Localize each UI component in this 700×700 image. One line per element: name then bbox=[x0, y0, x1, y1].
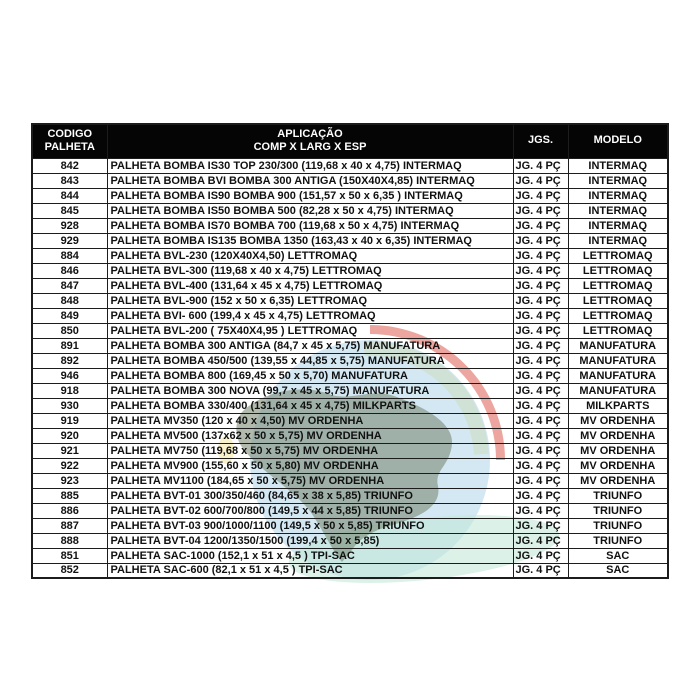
table-row bbox=[32, 293, 668, 308]
cell-modelo: LETTROMAQ bbox=[568, 278, 668, 293]
header-codigo-palheta bbox=[32, 124, 107, 158]
table-row bbox=[32, 548, 668, 563]
cell-aplicacao: PALHETA BOMBA 800 (169,45 x 50 x 5,70) MANUFATURA bbox=[107, 368, 513, 383]
cell-modelo: INTERMAQ bbox=[568, 233, 668, 248]
header-aplicacao-line2: COMP X LARG X ESP bbox=[253, 141, 367, 154]
cell-codigo: 848 bbox=[32, 293, 107, 308]
table-row bbox=[32, 338, 668, 353]
cell-modelo: MANUFATURA bbox=[568, 383, 668, 398]
cell-modelo: LETTROMAQ bbox=[568, 263, 668, 278]
cell-codigo: 885 bbox=[32, 488, 107, 503]
cell-jgs: JG. 4 PÇ bbox=[513, 548, 568, 563]
cell-modelo: MV ORDENHA bbox=[568, 458, 668, 473]
cell-codigo: 849 bbox=[32, 308, 107, 323]
cell-aplicacao: PALHETA BVL-400 (131,64 x 45 x 4,75) LETTROMAQ bbox=[107, 278, 513, 293]
table-row bbox=[32, 173, 668, 188]
table-row bbox=[32, 233, 668, 248]
cell-modelo: MV ORDENHA bbox=[568, 413, 668, 428]
table-row bbox=[32, 248, 668, 263]
cell-jgs: JG. 4 PÇ bbox=[513, 518, 568, 533]
cell-aplicacao: PALHETA MV350 (120 x 40 x 4,50) MV ORDENHA bbox=[107, 413, 513, 428]
cell-codigo: 842 bbox=[32, 158, 107, 173]
cell-jgs: JG. 4 PÇ bbox=[513, 338, 568, 353]
cell-codigo: 850 bbox=[32, 323, 107, 338]
table-row bbox=[32, 323, 668, 338]
cell-modelo: TRIUNFO bbox=[568, 518, 668, 533]
table-row bbox=[32, 353, 668, 368]
cell-modelo: MILKPARTS bbox=[568, 398, 668, 413]
cell-codigo: 922 bbox=[32, 458, 107, 473]
table-row bbox=[32, 158, 668, 173]
cell-aplicacao: PALHETA BVT-01 300/350/460 (84,65 x 38 x 5,85) TRIUNFO bbox=[107, 488, 513, 503]
cell-modelo: MV ORDENHA bbox=[568, 428, 668, 443]
cell-modelo: INTERMAQ bbox=[568, 218, 668, 233]
cell-codigo: 929 bbox=[32, 233, 107, 248]
cell-aplicacao: PALHETA BVL-230 (120X40X4,50) LETTROMAQ bbox=[107, 248, 513, 263]
cell-jgs: JG. 4 PÇ bbox=[513, 383, 568, 398]
cell-modelo: MV ORDENHA bbox=[568, 473, 668, 488]
cell-aplicacao: PALHETA SAC-600 (82,1 x 51 x 4,5 ) TPI-SAC bbox=[107, 563, 513, 578]
cell-aplicacao: PALHETA BVL-200 ( 75X40X4,95 ) LETTROMAQ bbox=[107, 323, 513, 338]
cell-aplicacao: PALHETA BOMBA 300 ANTIGA (84,7 x 45 x 5,75) MANUFATURA bbox=[107, 338, 513, 353]
cell-modelo: LETTROMAQ bbox=[568, 323, 668, 338]
cell-aplicacao: PALHETA MV750 (119,68 x 50 x 5,75) MV ORDENHA bbox=[107, 443, 513, 458]
cell-codigo: 928 bbox=[32, 218, 107, 233]
cell-aplicacao: PALHETA BVL-300 (119,68 x 40 x 4,75) LETTROMAQ bbox=[107, 263, 513, 278]
cell-codigo: 946 bbox=[32, 368, 107, 383]
table-row bbox=[32, 398, 668, 413]
header-row bbox=[32, 124, 668, 158]
cell-codigo: 884 bbox=[32, 248, 107, 263]
cell-codigo: 918 bbox=[32, 383, 107, 398]
table-row bbox=[32, 278, 668, 293]
table-row bbox=[32, 503, 668, 518]
cell-jgs: JG. 4 PÇ bbox=[513, 473, 568, 488]
cell-modelo: TRIUNFO bbox=[568, 533, 668, 548]
cell-codigo: 923 bbox=[32, 473, 107, 488]
cell-jgs: JG. 4 PÇ bbox=[513, 413, 568, 428]
cell-aplicacao: PALHETA SAC-1000 (152,1 x 51 x 4,5 ) TPI-SAC bbox=[107, 548, 513, 563]
header-modelo: MODELO bbox=[568, 124, 668, 158]
table-row bbox=[32, 563, 668, 578]
table-row bbox=[32, 488, 668, 503]
cell-codigo: 845 bbox=[32, 203, 107, 218]
table-header bbox=[32, 124, 668, 158]
cell-modelo: TRIUNFO bbox=[568, 488, 668, 503]
cell-jgs: JG. 4 PÇ bbox=[513, 203, 568, 218]
cell-modelo: INTERMAQ bbox=[568, 188, 668, 203]
cell-codigo: 844 bbox=[32, 188, 107, 203]
cell-modelo: INTERMAQ bbox=[568, 158, 668, 173]
cell-jgs: JG. 4 PÇ bbox=[513, 278, 568, 293]
cell-aplicacao: PALHETA BOMBA IS135 BOMBA 1350 (163,43 x 40 x 6,35) INTERMAQ bbox=[107, 233, 513, 248]
cell-codigo: 888 bbox=[32, 533, 107, 548]
cell-codigo: 851 bbox=[32, 548, 107, 563]
cell-codigo: 852 bbox=[32, 563, 107, 578]
cell-modelo: INTERMAQ bbox=[568, 203, 668, 218]
cell-codigo: 919 bbox=[32, 413, 107, 428]
cell-aplicacao: PALHETA BOMBA 330/400 (131,64 x 45 x 4,75) MILKPARTS bbox=[107, 398, 513, 413]
cell-jgs: JG. 4 PÇ bbox=[513, 503, 568, 518]
cell-aplicacao: PALHETA BOMBA 450/500 (139,55 x 44,85 x 5,75) MANUFATURA bbox=[107, 353, 513, 368]
cell-aplicacao: PALHETA MV500 (137x62 x 50 x 5,75) MV ORDENHA bbox=[107, 428, 513, 443]
cell-modelo: MANUFATURA bbox=[568, 368, 668, 383]
table-row bbox=[32, 203, 668, 218]
cell-codigo: 847 bbox=[32, 278, 107, 293]
cell-aplicacao: PALHETA BOMBA IS30 TOP 230/300 (119,68 x 40 x 4,75) INTERMAQ bbox=[107, 158, 513, 173]
cell-modelo: MANUFATURA bbox=[568, 338, 668, 353]
table-row bbox=[32, 188, 668, 203]
cell-modelo: LETTROMAQ bbox=[568, 308, 668, 323]
cell-codigo: 843 bbox=[32, 173, 107, 188]
cell-aplicacao: PALHETA BOMBA IS90 BOMBA 900 (151,57 x 50 x 6,35 ) INTERMAQ bbox=[107, 188, 513, 203]
cell-jgs: JG. 4 PÇ bbox=[513, 458, 568, 473]
cell-jgs: JG. 4 PÇ bbox=[513, 368, 568, 383]
cell-jgs: JG. 4 PÇ bbox=[513, 398, 568, 413]
cell-jgs: JG. 4 PÇ bbox=[513, 188, 568, 203]
cell-modelo: INTERMAQ bbox=[568, 173, 668, 188]
cell-aplicacao: PALHETA BOMBA IS50 BOMBA 500 (82,28 x 50 x 4,75) INTERMAQ bbox=[107, 203, 513, 218]
cell-codigo: 886 bbox=[32, 503, 107, 518]
cell-aplicacao: PALHETA MV1100 (184,65 x 50 x 5,75) MV ORDENHA bbox=[107, 473, 513, 488]
header-aplicacao bbox=[107, 124, 513, 158]
cell-jgs: JG. 4 PÇ bbox=[513, 563, 568, 578]
cell-aplicacao: PALHETA BOMBA IS70 BOMBA 700 (119,68 x 50 x 4,75) INTERMAQ bbox=[107, 218, 513, 233]
cell-aplicacao: PALHETA MV900 (155,60 x 50 x 5,80) MV ORDENHA bbox=[107, 458, 513, 473]
table-row bbox=[32, 218, 668, 233]
table-row bbox=[32, 263, 668, 278]
cell-jgs: JG. 4 PÇ bbox=[513, 533, 568, 548]
table-row bbox=[32, 443, 668, 458]
cell-jgs: JG. 4 PÇ bbox=[513, 263, 568, 278]
header-codigo-line2: PALHETA bbox=[44, 141, 95, 154]
header-aplicacao-line1: APLICAÇÃO bbox=[277, 127, 343, 140]
cell-codigo: 887 bbox=[32, 518, 107, 533]
cell-modelo: LETTROMAQ bbox=[568, 248, 668, 263]
cell-jgs: JG. 4 PÇ bbox=[513, 353, 568, 368]
cell-aplicacao: PALHETA BVT-04 1200/1350/1500 (199,4 x 50 x 5,85) bbox=[107, 533, 513, 548]
header-jgs: JGS. bbox=[513, 124, 568, 158]
cell-jgs: JG. 4 PÇ bbox=[513, 158, 568, 173]
table-row bbox=[32, 458, 668, 473]
cell-modelo: SAC bbox=[568, 548, 668, 563]
cell-jgs: JG. 4 PÇ bbox=[513, 233, 568, 248]
table-row bbox=[32, 473, 668, 488]
table-row bbox=[32, 428, 668, 443]
cell-jgs: JG. 4 PÇ bbox=[513, 218, 568, 233]
parts-table bbox=[31, 123, 669, 579]
cell-modelo: LETTROMAQ bbox=[568, 293, 668, 308]
cell-aplicacao: PALHETA BVL-900 (152 x 50 x 6,35) LETTROMAQ bbox=[107, 293, 513, 308]
cell-codigo: 921 bbox=[32, 443, 107, 458]
table-row bbox=[32, 518, 668, 533]
cell-aplicacao: PALHETA BVI- 600 (199,4 x 45 x 4,75) LETTROMAQ bbox=[107, 308, 513, 323]
cell-aplicacao: PALHETA BOMBA BVI BOMBA 300 ANTIGA (150X40X4,85) INTERMAQ bbox=[107, 173, 513, 188]
table-row bbox=[32, 533, 668, 548]
table-row bbox=[32, 383, 668, 398]
cell-modelo: TRIUNFO bbox=[568, 503, 668, 518]
cell-codigo: 846 bbox=[32, 263, 107, 278]
cell-jgs: JG. 4 PÇ bbox=[513, 308, 568, 323]
cell-modelo: MV ORDENHA bbox=[568, 443, 668, 458]
table-row bbox=[32, 413, 668, 428]
header-codigo-line1: CODIGO bbox=[47, 127, 93, 140]
cell-modelo: MANUFATURA bbox=[568, 353, 668, 368]
cell-jgs: JG. 4 PÇ bbox=[513, 248, 568, 263]
cell-aplicacao: PALHETA BOMBA 300 NOVA (99,7 x 45 x 5,75) MANUFATURA bbox=[107, 383, 513, 398]
cell-jgs: JG. 4 PÇ bbox=[513, 428, 568, 443]
cell-jgs: JG. 4 PÇ bbox=[513, 488, 568, 503]
cell-jgs: JG. 4 PÇ bbox=[513, 173, 568, 188]
cell-codigo: 891 bbox=[32, 338, 107, 353]
table-body bbox=[32, 158, 668, 578]
table-row bbox=[32, 308, 668, 323]
table-row bbox=[32, 368, 668, 383]
cell-modelo: SAC bbox=[568, 563, 668, 578]
cell-aplicacao: PALHETA BVT-02 600/700/800 (149,5 x 44 x 5,85) TRIUNFO bbox=[107, 503, 513, 518]
cell-codigo: 892 bbox=[32, 353, 107, 368]
cell-codigo: 920 bbox=[32, 428, 107, 443]
cell-jgs: JG. 4 PÇ bbox=[513, 323, 568, 338]
cell-aplicacao: PALHETA BVT-03 900/1000/1100 (149,5 x 50 x 5,85) TRIUNFO bbox=[107, 518, 513, 533]
cell-jgs: JG. 4 PÇ bbox=[513, 293, 568, 308]
cell-codigo: 930 bbox=[32, 398, 107, 413]
cell-jgs: JG. 4 PÇ bbox=[513, 443, 568, 458]
